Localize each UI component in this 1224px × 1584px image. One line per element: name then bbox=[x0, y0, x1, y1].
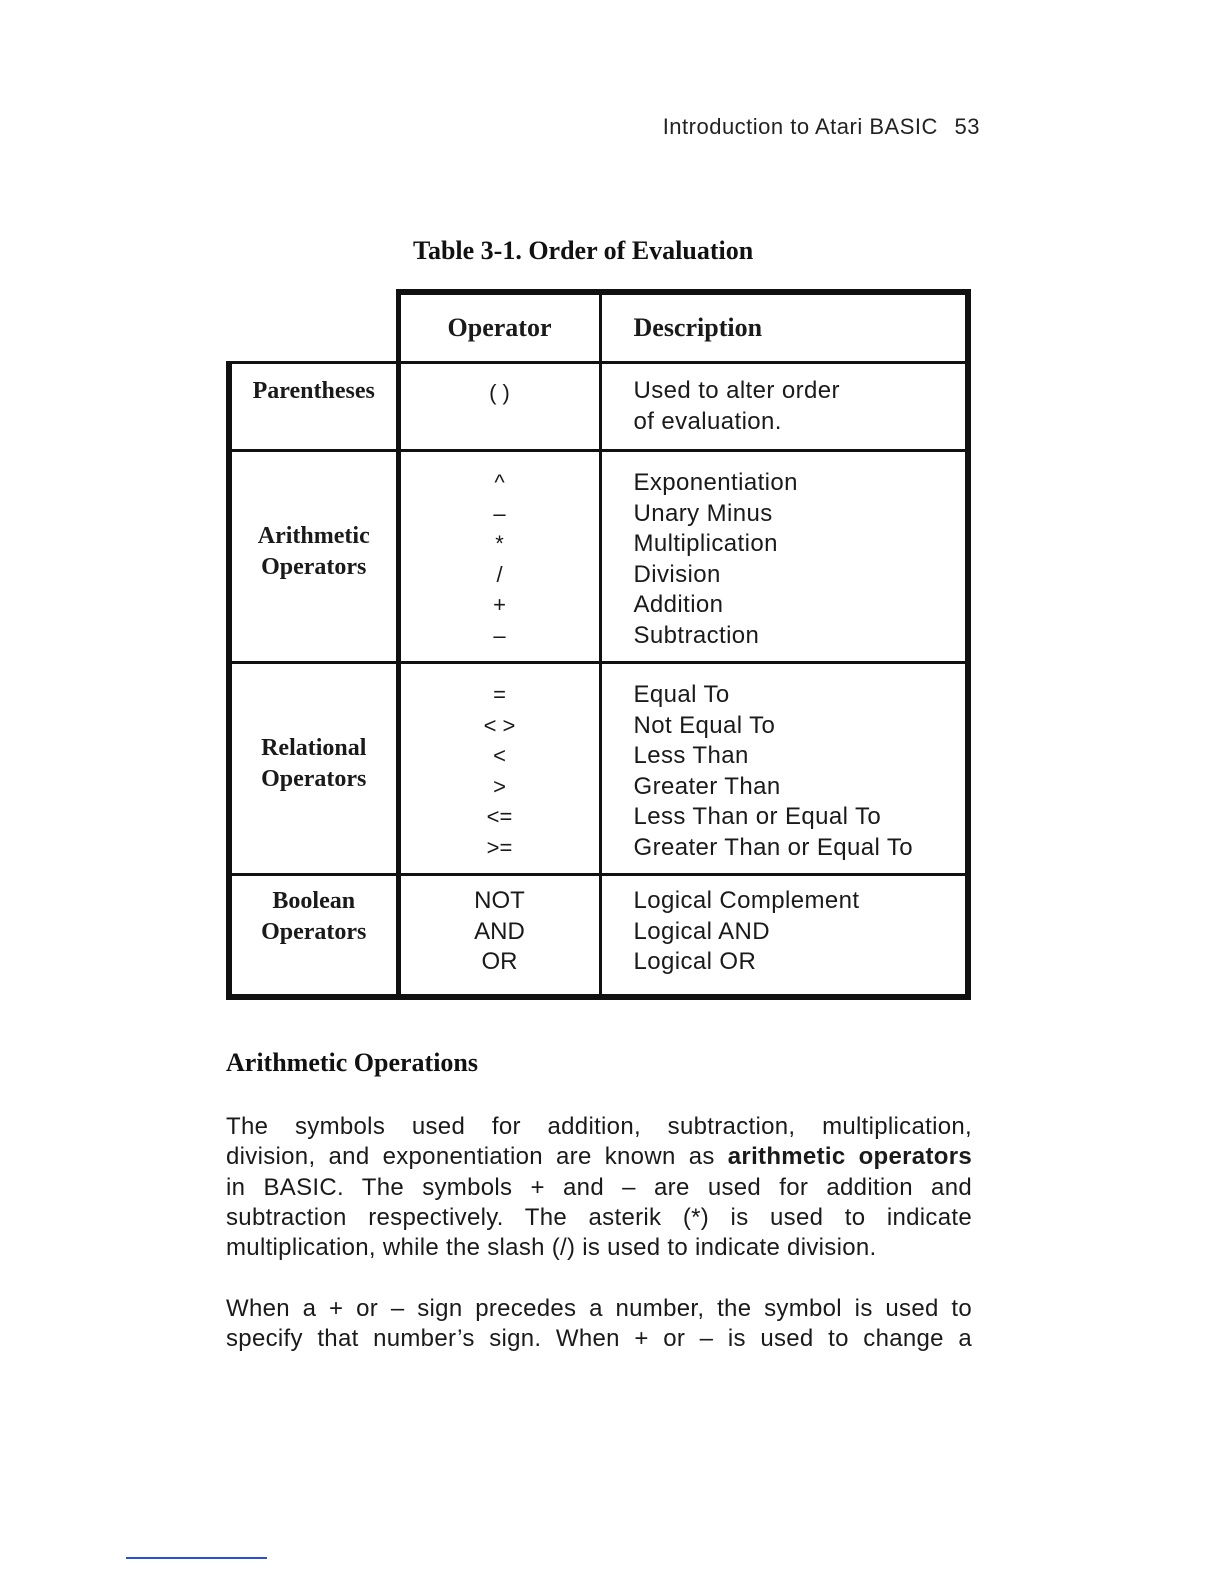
table-row-relational bbox=[229, 663, 968, 875]
category-label: Arithmetic bbox=[257, 522, 370, 549]
category-cell bbox=[229, 451, 398, 663]
operator-symbol: NOT bbox=[474, 887, 525, 914]
operator-symbol: ( ) bbox=[489, 380, 510, 405]
table-row-boolean bbox=[229, 875, 968, 997]
description-text: Less Than bbox=[633, 742, 749, 769]
operator-symbol: + bbox=[493, 592, 506, 617]
category-label: Operators bbox=[261, 553, 367, 580]
operator-symbol: <= bbox=[486, 804, 513, 829]
description-cell bbox=[600, 363, 968, 451]
description-text: Used to alter order bbox=[633, 377, 840, 404]
paragraph-text: division, and exponentiation are known as bbox=[226, 1143, 728, 1171]
operator-cell bbox=[398, 875, 600, 997]
operator-cell bbox=[398, 663, 600, 875]
paragraph-line: When a + or – sign precedes a number, the symbol is used to bbox=[226, 1295, 972, 1322]
description-text: Exponentiation bbox=[633, 469, 798, 496]
category-label: Operators bbox=[261, 919, 367, 945]
running-head-title: Introduction to Atari BASIC bbox=[662, 114, 938, 139]
category-label: Operators bbox=[261, 765, 367, 792]
description-cell bbox=[600, 875, 968, 997]
description-text: Equal To bbox=[633, 681, 730, 708]
table-header-row bbox=[229, 292, 968, 363]
operator-cell bbox=[398, 363, 600, 451]
operator-symbol: / bbox=[496, 561, 503, 587]
description-text: Logical OR bbox=[633, 948, 757, 975]
operator-symbol: < > bbox=[483, 712, 516, 738]
footer-rule bbox=[126, 1557, 267, 1559]
description-text: Division bbox=[633, 560, 721, 588]
table-row-parentheses bbox=[229, 363, 968, 451]
operator-symbol: OR bbox=[481, 948, 518, 975]
description-text: Not Equal To bbox=[633, 711, 776, 739]
description-text: Less Than or Equal To bbox=[633, 803, 882, 830]
description-text: Logical Complement bbox=[633, 887, 860, 914]
operator-symbol: < bbox=[493, 743, 506, 768]
page-number: 53 bbox=[954, 114, 980, 139]
operator-column-header: Operator bbox=[398, 292, 600, 363]
description-text: Greater Than or Equal To bbox=[633, 833, 914, 861]
operator-symbol: >= bbox=[486, 834, 513, 860]
description-text: Addition bbox=[633, 591, 724, 618]
running-head bbox=[663, 114, 980, 140]
description-text: Greater Than bbox=[633, 772, 781, 800]
paragraph-line: The symbols used for addition, subtraction, multiplication, bbox=[226, 1113, 972, 1140]
paragraph-line: specify that number’s sign. When + or – is used to change a bbox=[226, 1325, 972, 1353]
description-text: of evaluation. bbox=[633, 407, 782, 435]
operator-symbol: – bbox=[493, 500, 506, 526]
operator-symbol: = bbox=[493, 682, 506, 707]
category-cell bbox=[229, 363, 398, 451]
table-row-arithmetic bbox=[229, 451, 968, 663]
order-of-evaluation-table bbox=[226, 289, 971, 1000]
description-text: Multiplication bbox=[633, 530, 778, 557]
paragraph-line: multiplication, while the slash (/) is used to indicate division. bbox=[226, 1234, 877, 1262]
operator-symbol: > bbox=[493, 773, 506, 799]
section-heading: Arithmetic Operations bbox=[226, 1048, 479, 1077]
description-column-header: Description bbox=[600, 292, 968, 363]
paragraph-line bbox=[226, 1142, 972, 1172]
description-text: Logical AND bbox=[633, 917, 770, 945]
bold-term: arithmetic operators bbox=[727, 1143, 972, 1171]
operator-symbol: AND bbox=[474, 917, 525, 945]
category-label: Boolean bbox=[272, 888, 356, 914]
description-text: Unary Minus bbox=[633, 499, 773, 527]
table-corner-blank bbox=[229, 292, 398, 363]
operator-cell bbox=[398, 451, 600, 663]
operator-symbol: ^ bbox=[494, 470, 505, 495]
operator-symbol: – bbox=[493, 622, 506, 648]
category-label: Parentheses bbox=[252, 378, 375, 404]
paragraph-line: in BASIC. The symbols + and – are used for addition and bbox=[226, 1173, 972, 1201]
category-cell bbox=[229, 663, 398, 875]
description-text: Subtraction bbox=[633, 621, 760, 649]
paragraph-arithmetic-operators bbox=[226, 1112, 972, 1263]
table-title: Table 3-1. Order of Evaluation bbox=[413, 236, 754, 265]
category-cell bbox=[229, 875, 398, 997]
paragraph-sign bbox=[226, 1294, 972, 1355]
description-cell bbox=[600, 663, 968, 875]
operator-symbol: * bbox=[495, 531, 504, 556]
description-cell bbox=[600, 451, 968, 663]
category-label: Relational bbox=[261, 734, 367, 761]
paragraph-line: subtraction respectively. The asterik (*) is used to indicate bbox=[226, 1203, 972, 1231]
